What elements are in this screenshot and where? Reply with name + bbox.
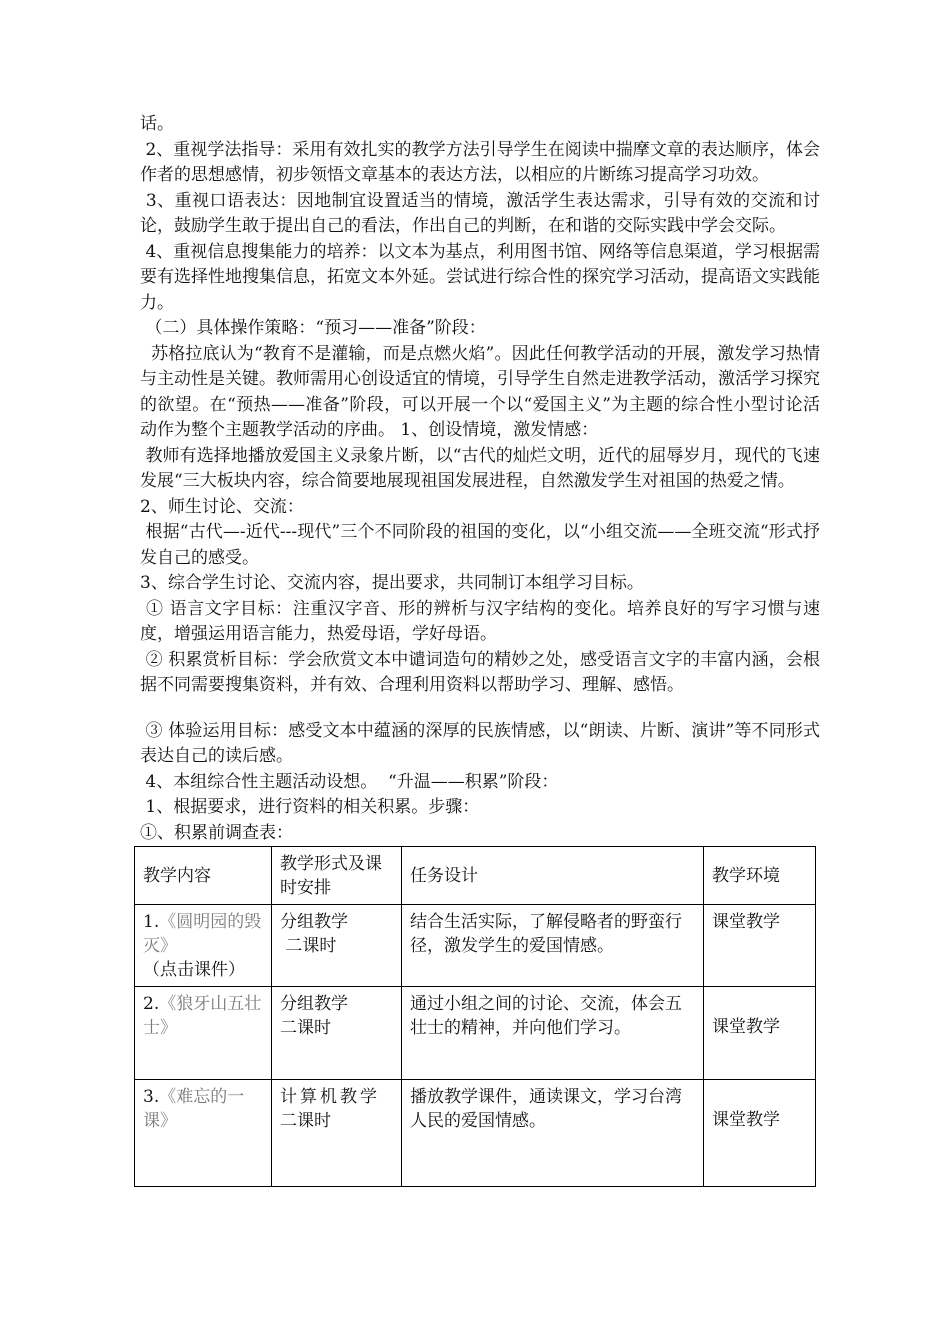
hours-label: 二课时 <box>280 1111 331 1131</box>
env-cell: 课堂教学 <box>704 905 816 987</box>
lesson-title: 《圆明园的毁灭》 <box>143 912 262 956</box>
content-cell <box>135 987 272 1080</box>
form-cell <box>272 1080 402 1187</box>
blank-line <box>140 699 820 719</box>
paragraph: 1、根据要求，进行资料的相关积累。步骤： <box>140 797 480 817</box>
lesson-number: 1. <box>143 912 160 932</box>
table-caption: ①、积累前调查表： <box>140 822 293 843</box>
task-cell: 播放教学课件，通读课文，学习台湾人民的爱国情感。 <box>402 1080 704 1187</box>
content-cell <box>135 1080 272 1187</box>
paragraph: ② 积累赏析目标：学会欣赏文本中谴词造句的精妙之处，感受语言文字的丰富内涵，会根据不同需要搜集资料，并有效、合理利用资料以帮助学习、理解、感悟。 <box>140 649 820 695</box>
form-label: 计算机教学 <box>280 1087 380 1107</box>
section-heading: （二）具体操作策略：“预习——准备”阶段： <box>140 318 486 338</box>
paragraph: 苏格拉底认为“教育不是灌输，而是点燃火焰”。因此任何教学活动的开展，激发学习热情与主动性是关键。教师需用心创设适宜的情境，引导学生自然走进教学活动，激活学习探究的欲望。在“预热——准备”阶段，可以开展一个以“爱国主义”为主题的综合性小型讨论活动作为整个主题教学活动的序曲。 1、创设情境，激发情感： <box>140 343 820 440</box>
paragraph: 教师有选择地播放爱国主义录象片断，以“古代的灿烂文明，近代的屈辱岁月，现代的飞速发展“三大板块内容，综合简要地展现祖国发展进程，自然激发学生对祖国的热爱之情。 <box>140 445 820 491</box>
header-cell: 任务设计 <box>402 847 704 905</box>
header-cell: 教学形式及课时安排 <box>272 847 402 905</box>
header-cell: 教学内容 <box>135 847 272 905</box>
form-label: 分组教学 <box>280 994 348 1014</box>
paragraph: 4、本组综合性主题活动设想。 “升温——积累”阶段： <box>140 771 559 792</box>
document-page <box>140 112 820 1187</box>
paragraph: 4、重视信息搜集能力的培养：以文本为基点，利用图书馆、网络等信息渠道，学习根据需要有选择性地搜集信息，拓宽文本外延。尝试进行综合性的探究学习活动，提高语文实践能力。 <box>140 241 820 313</box>
lesson-title: 《难忘的一课》 <box>143 1087 245 1131</box>
header-cell: 教学环境 <box>704 847 816 905</box>
task-cell: 结合生活实际，了解侵略者的野蛮行径，激发学生的爱国情感。 <box>402 905 704 987</box>
lesson-title: 《狼牙山五壮士》 <box>143 994 262 1038</box>
paragraph: 3、重视口语表达：因地制宜设置适当的情境，激活学生表达需求，引导有效的交流和讨论，鼓励学生敢于提出自己的看法，作出自己的判断，在和谐的交际实践中学会交际。 <box>140 190 820 236</box>
task-cell: 通过小组之间的讨论、交流，体会五壮士的精神，并向他们学习。 <box>402 987 704 1080</box>
paragraph: 3、综合学生讨论、交流内容，提出要求，共同制订本组学习目标。 <box>140 573 644 593</box>
paragraph: ① 语言文字目标：注重汉字音、形的辨析与汉字结构的变化。培养良好的写字习惯与速度，增强运用语言能力，热爱母语，学好母语。 <box>140 598 820 644</box>
paragraph: 根据“古代—-近代---现代”三个不同阶段的祖国的变化，以“小组交流——全班交流“形式抒发自己的感受。 <box>140 522 820 568</box>
form-cell <box>272 987 402 1080</box>
env-cell: 课堂教学 <box>704 987 816 1080</box>
paragraph: 2、师生讨论、交流： <box>140 496 304 517</box>
paragraph: 2、重视学法指导：采用有效扎实的教学方法引导学生在阅读中揣摩文章的表达顺序，体会作者的思想感情，初步领悟文章基本的表达方法，以相应的片断练习提高学习功效。 <box>140 139 820 185</box>
form-label: 分组教学 <box>280 912 348 932</box>
paragraph: ③ 体验运用目标：感受文本中蕴涵的深厚的民族情感，以“朗读、片断、演讲”等不同形式表达自己的读后感。 <box>140 720 820 766</box>
hours-label: 二课时 <box>280 936 337 956</box>
lesson-note: （点击课件） <box>143 960 245 980</box>
lesson-number: 2. <box>143 994 160 1014</box>
env-cell: 课堂教学 <box>704 1080 816 1187</box>
paragraph: 话。 <box>140 114 174 134</box>
content-cell <box>135 905 272 987</box>
table-row <box>135 987 816 1080</box>
survey-table <box>134 846 816 1187</box>
table-row <box>135 905 816 987</box>
form-cell <box>272 905 402 987</box>
hours-label: 二课时 <box>280 1018 331 1038</box>
lesson-number: 3. <box>143 1087 160 1107</box>
table-header-row <box>135 847 816 905</box>
table-row <box>135 1080 816 1187</box>
